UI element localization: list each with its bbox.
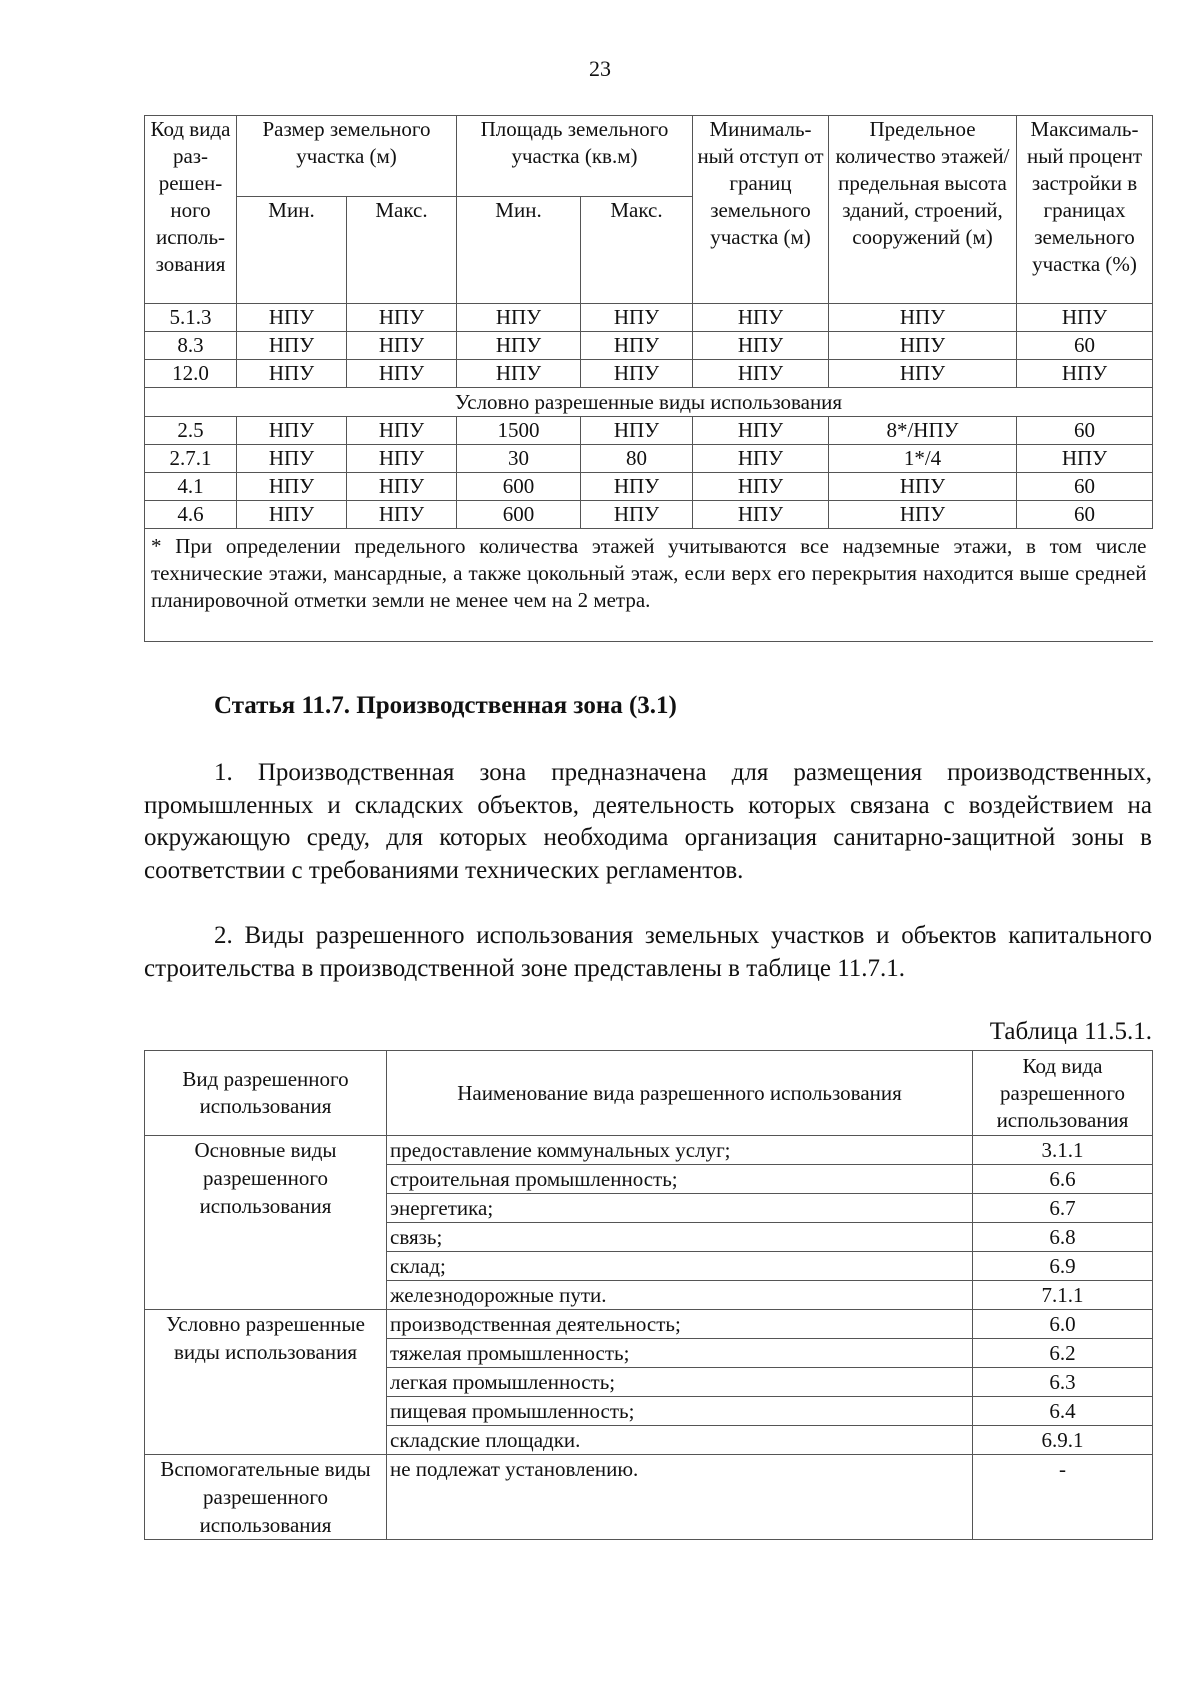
table-cell: 60 bbox=[1017, 473, 1153, 501]
use-name: связь; bbox=[387, 1223, 973, 1252]
use-code: 6.4 bbox=[973, 1397, 1153, 1426]
use-name: тяжелая промышленность; bbox=[387, 1339, 973, 1368]
table-cell: 2.5 bbox=[145, 417, 237, 445]
use-name: склад; bbox=[387, 1252, 973, 1281]
col-type-header: Вид разрешенного использования bbox=[145, 1051, 387, 1136]
use-category: Условно разрешенные виды использования bbox=[145, 1310, 387, 1455]
col-setback-header: Минималь-ный отступ от границ земельного участка (м) bbox=[693, 116, 829, 304]
col-area-header: Площадь земельного участка (кв.м) bbox=[457, 116, 693, 197]
table-cell: НПУ bbox=[829, 360, 1017, 388]
table-cell: НПУ bbox=[237, 501, 347, 529]
table-cell: НПУ bbox=[693, 445, 829, 473]
table-row bbox=[145, 332, 1153, 360]
col-code-header: Код вида раз-решен-ного исполь-зования bbox=[145, 116, 237, 304]
paragraph-1 bbox=[144, 757, 1152, 887]
table-cell: НПУ bbox=[347, 473, 457, 501]
table-cell: 1500 bbox=[457, 417, 581, 445]
use-code: 6.0 bbox=[973, 1310, 1153, 1339]
table-cell: 2.7.1 bbox=[145, 445, 237, 473]
table-cell: НПУ bbox=[347, 360, 457, 388]
col-floors-header: Предельное количество этажей/ предельная высота зданий, строений, сооружений (м) bbox=[829, 116, 1017, 304]
conditional-section-label: Условно разрешенные виды использования bbox=[145, 388, 1153, 417]
table-cell: 1*/4 bbox=[829, 445, 1017, 473]
table-cell: НПУ bbox=[237, 332, 347, 360]
table-caption: Таблица 11.5.1. bbox=[989, 1018, 1152, 1045]
table-cell: НПУ bbox=[581, 473, 693, 501]
table-cell: НПУ bbox=[457, 304, 581, 332]
table-cell: НПУ bbox=[693, 332, 829, 360]
table-row bbox=[145, 473, 1153, 501]
table-cell: НПУ bbox=[829, 501, 1017, 529]
table-cell: НПУ bbox=[457, 332, 581, 360]
table-cell: НПУ bbox=[829, 332, 1017, 360]
use-code: 6.7 bbox=[973, 1194, 1153, 1223]
use-name: складские площадки. bbox=[387, 1426, 973, 1455]
use-name: не подлежат установлению. bbox=[387, 1455, 973, 1540]
col-size-header: Размер земельного участка (м) bbox=[237, 116, 457, 197]
table-cell: НПУ bbox=[581, 360, 693, 388]
paragraph-2 bbox=[144, 920, 1152, 985]
table-cell: НПУ bbox=[347, 445, 457, 473]
use-code: 6.8 bbox=[973, 1223, 1153, 1252]
table-cell: 8*/НПУ bbox=[829, 417, 1017, 445]
area-min-header: Мин. bbox=[457, 197, 581, 304]
use-category: Основные виды разрешенного использования bbox=[145, 1136, 387, 1310]
use-name: строительная промышленность; bbox=[387, 1165, 973, 1194]
paragraph-2-text: 2. Виды разрешенного использования земельных участков и объектов капитального строительства в производственной зоне представлены в таблице 11.7.1. bbox=[144, 922, 1152, 982]
use-code: 6.6 bbox=[973, 1165, 1153, 1194]
table-cell: НПУ bbox=[693, 501, 829, 529]
use-name: энергетика; bbox=[387, 1194, 973, 1223]
table-cell: 30 bbox=[457, 445, 581, 473]
table-row bbox=[145, 1455, 1153, 1540]
table-cell: НПУ bbox=[829, 473, 1017, 501]
table-cell: 12.0 bbox=[145, 360, 237, 388]
table-cell: НПУ bbox=[237, 445, 347, 473]
use-code: - bbox=[973, 1455, 1153, 1540]
table-cell: 5.1.3 bbox=[145, 304, 237, 332]
use-name: легкая промышленность; bbox=[387, 1368, 973, 1397]
table-row bbox=[145, 304, 1153, 332]
table-cell: НПУ bbox=[581, 417, 693, 445]
use-name: производственная деятельность; bbox=[387, 1310, 973, 1339]
paragraph-1-text: 1. Производственная зона предназначена для размещения производственных, промышленных и складских объектов, деятельность которых связана с воздействием на окружающую среду, для которых необходима организация санитарно-защитной зоны в соответствии с требованиями технических регламентов. bbox=[144, 759, 1152, 884]
footnote: * При определении предельного количества этажей учитываются все надземные этажи, в том числе технические этажи, мансардные, а также цокольный этаж, если верх его перекрытия находится выше средней планировочной отметки земли не менее чем на 2 метра. bbox=[145, 529, 1153, 642]
table-cell: НПУ bbox=[347, 304, 457, 332]
use-code: 6.9.1 bbox=[973, 1426, 1153, 1455]
col-name-header: Наименование вида разрешенного использования bbox=[387, 1051, 973, 1136]
table-cell: НПУ bbox=[237, 473, 347, 501]
table-cell: НПУ bbox=[1017, 360, 1153, 388]
table-row bbox=[145, 1136, 1153, 1165]
col-coverage-header: Максималь-ный процент застройки в границах земельного участка (%) bbox=[1017, 116, 1153, 304]
table-cell: НПУ bbox=[347, 417, 457, 445]
table-cell: 4.6 bbox=[145, 501, 237, 529]
table-row bbox=[145, 360, 1153, 388]
table-cell: 4.1 bbox=[145, 473, 237, 501]
size-max-header: Макс. bbox=[347, 197, 457, 304]
use-name: предоставление коммунальных услуг; bbox=[387, 1136, 973, 1165]
table-cell: НПУ bbox=[581, 332, 693, 360]
use-name: железнодорожные пути. bbox=[387, 1281, 973, 1310]
table-cell: НПУ bbox=[693, 304, 829, 332]
table-cell: НПУ bbox=[347, 332, 457, 360]
table-cell: НПУ bbox=[237, 360, 347, 388]
table-cell: НПУ bbox=[347, 501, 457, 529]
table-cell: 80 bbox=[581, 445, 693, 473]
col-code-header: Код вида разрешенного использования bbox=[973, 1051, 1153, 1136]
permitted-use-table bbox=[144, 1050, 1153, 1540]
use-code: 3.1.1 bbox=[973, 1136, 1153, 1165]
table-row bbox=[145, 1310, 1153, 1339]
table-cell: НПУ bbox=[457, 360, 581, 388]
use-code: 6.2 bbox=[973, 1339, 1153, 1368]
article-heading: Статья 11.7. Производственная зона (3.1) bbox=[214, 692, 677, 719]
table-cell: НПУ bbox=[693, 473, 829, 501]
size-min-header: Мин. bbox=[237, 197, 347, 304]
table-cell: 60 bbox=[1017, 332, 1153, 360]
table-cell: НПУ bbox=[237, 304, 347, 332]
table-row bbox=[145, 417, 1153, 445]
table-row bbox=[145, 501, 1153, 529]
table-cell: 60 bbox=[1017, 501, 1153, 529]
use-name: пищевая промышленность; bbox=[387, 1397, 973, 1426]
use-code: 6.9 bbox=[973, 1252, 1153, 1281]
table-cell: НПУ bbox=[581, 304, 693, 332]
use-code: 7.1.1 bbox=[973, 1281, 1153, 1310]
use-category: Вспомогательные виды разрешенного использования bbox=[145, 1455, 387, 1540]
table-cell: НПУ bbox=[693, 417, 829, 445]
use-code: 6.3 bbox=[973, 1368, 1153, 1397]
zone-parameters-table bbox=[144, 115, 1153, 642]
table-cell: НПУ bbox=[693, 360, 829, 388]
table-cell: НПУ bbox=[1017, 445, 1153, 473]
table-cell: 600 bbox=[457, 501, 581, 529]
table-row bbox=[145, 445, 1153, 473]
table-cell: 60 bbox=[1017, 417, 1153, 445]
page-number: 23 bbox=[589, 56, 611, 81]
table-cell: НПУ bbox=[1017, 304, 1153, 332]
table-cell: НПУ bbox=[581, 501, 693, 529]
table-cell: 600 bbox=[457, 473, 581, 501]
table-cell: 8.3 bbox=[145, 332, 237, 360]
table-cell: НПУ bbox=[829, 304, 1017, 332]
area-max-header: Макс. bbox=[581, 197, 693, 304]
table-cell: НПУ bbox=[237, 417, 347, 445]
